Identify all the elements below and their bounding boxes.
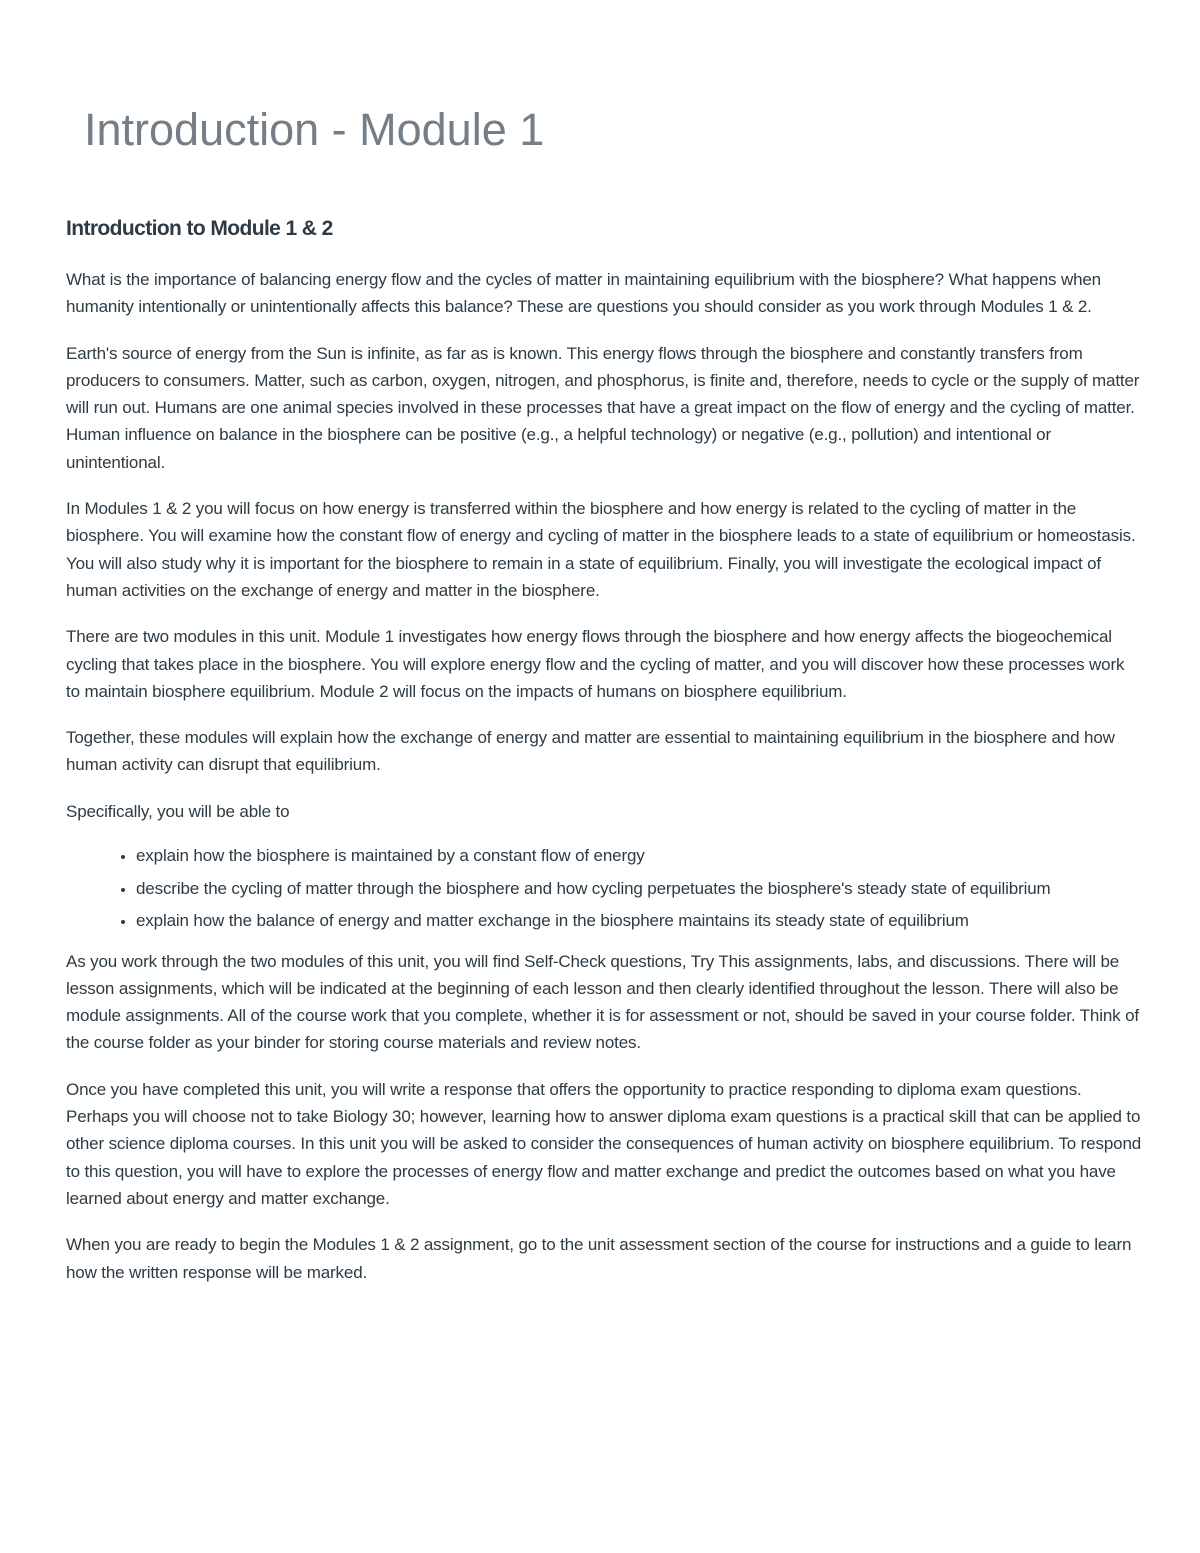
objective-item: • explain how the biosphere is maintained by a constant flow of energy bbox=[136, 844, 1142, 869]
section-heading: Introduction to Module 1 & 2 bbox=[66, 217, 333, 240]
objectives-list bbox=[66, 844, 1142, 934]
intro-paragraph-energy-source: Earth's source of energy from the Sun is infinite, as far as is known. This energy flows through the biosphere and constantly transfers from producers to consumers. Matter, such as carbon, oxygen, nitrogen, and phosphorus, is finite and, therefore, needs to cycle or the supply of matter will run out. Humans are one animal species involved in these processes that have a great impact on the flow of energy and the cycling of matter. Human influence on balance in the biosphere can be positive (e.g., a helpful technology) or negative (e.g., pollution) and intentional or unintentional. bbox=[66, 343, 1140, 472]
intro-paragraph-together: Together, these modules will explain how the exchange of energy and matter are essential to maintaining equilibrium in the biosphere and how human activity can disrupt that equilibrium. bbox=[66, 728, 1115, 775]
objective-item: • describe the cycling of matter through the biosphere and how cycling perpetuates the biosphere's steady state of equilibrium bbox=[136, 877, 1142, 902]
intro-paragraph-questions: What is the importance of balancing energy flow and the cycles of matter in maintaining equilibrium with the biosphere? What happens when humanity intentionally or unintentionally affects this balance? These are questions you should consider as you work through Modules 1 & 2. bbox=[66, 270, 1101, 317]
page-content bbox=[66, 214, 1142, 1305]
intro-paragraph-focus: In Modules 1 & 2 you will focus on how energy is transferred within the biosphere and how energy is related to the cycling of matter in the biosphere. You will examine how the constant flow of energy and cycling of matter in the biosphere leads to a state of equilibrium or homeostasis. You will also study why it is important for the biosphere to remain in a state of equilibrium. Finally, you will investigate the ecological impact of human activities on the exchange of energy and matter in the biosphere. bbox=[66, 499, 1136, 600]
paragraph-written-response: Once you have completed this unit, you will write a response that offers the opportunity to practice responding to diploma exam questions. Perhaps you will choose not to take Biology 30; however, learning how to answer diploma exam questions is a practical skill that can be applied to other science diploma courses. In this unit you will be asked to consider the consequences of human activity on biosphere equilibrium. To respond to this question, you will have to explore the processes of energy flow and matter exchange and predict the outcomes based on what you have learned about energy and matter exchange. bbox=[66, 1079, 1142, 1208]
paragraph-assignment-instructions: When you are ready to begin the Modules 1 & 2 assignment, go to the unit assessment section of the course for instructions and a guide to learn how the written response will be marked. bbox=[66, 1235, 1132, 1282]
page-title: Introduction - Module 1 bbox=[84, 104, 545, 155]
intro-paragraph-two-modules: There are two modules in this unit. Module 1 investigates how energy flows through the biosphere and how energy affects the biogeochemical cycling that takes place in the biosphere. You will explore energy flow and the cycling of matter, and you will discover how these processes work to maintain biosphere equilibrium. Module 2 will focus on the impacts of humans on biosphere equilibrium. bbox=[66, 627, 1125, 701]
objective-item: • explain how the balance of energy and matter exchange in the biosphere maintains its steady state of equilibrium bbox=[136, 909, 1142, 934]
objectives-lead-in: Specifically, you will be able to bbox=[66, 801, 290, 821]
paragraph-course-work: As you work through the two modules of this unit, you will find Self-Check questions, Try This assignments, labs, and discussions. There will be lesson assignments, which will be indicated at the beginning of each lesson and then clearly identified throughout the lesson. There will also be module assignments. All of the course work that you complete, whether it is for assessment or not, should be saved in your course folder. Think of the course folder as your binder for storing course materials and review notes. bbox=[66, 951, 1139, 1053]
